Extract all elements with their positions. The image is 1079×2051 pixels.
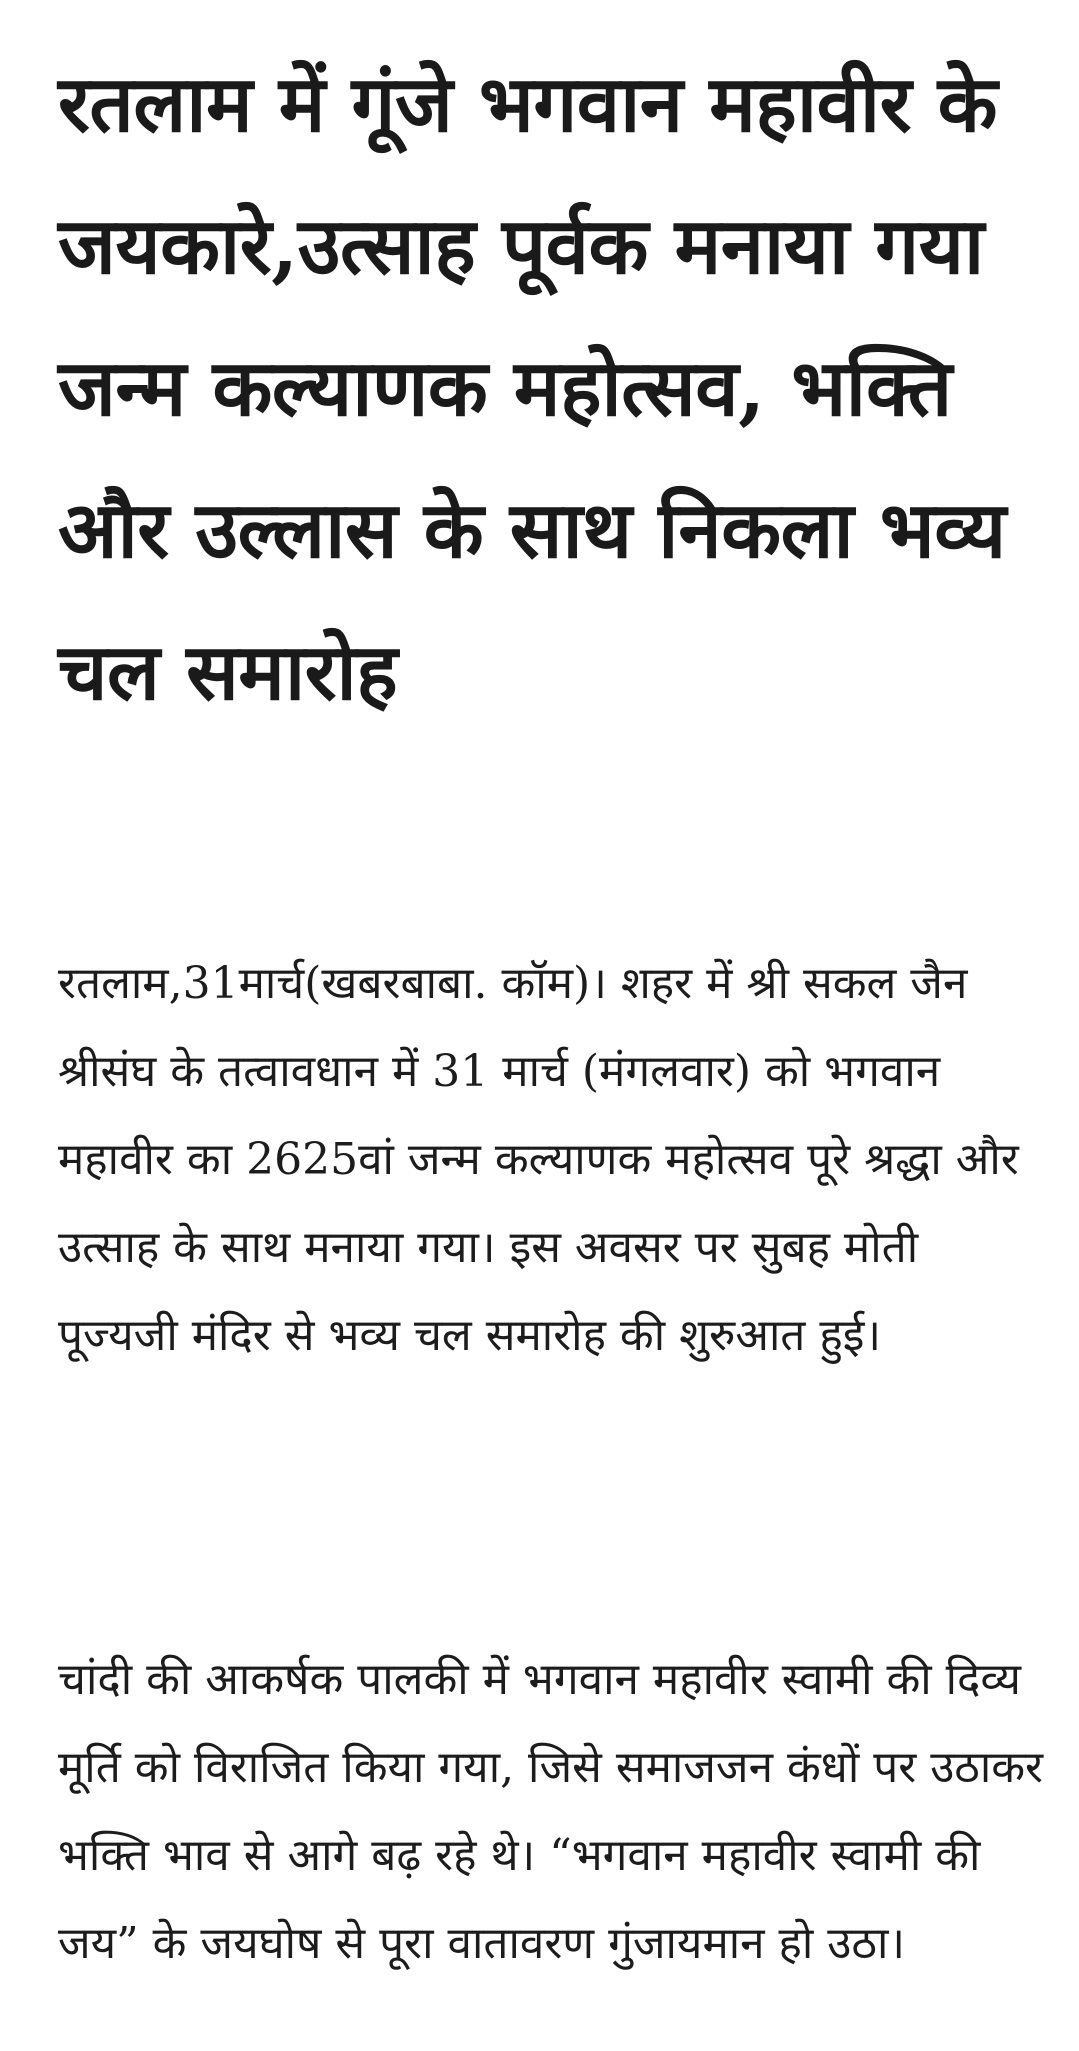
news-article bbox=[58, 34, 1048, 1969]
article-headline: रतलाम में गूंजे भगवान महावीर के जयकारे,उत्साह पूर्वक मनाया गया जन्म कल्याणक महोत्सव, भक्ति और उल्लास के साथ निकला भव्य चल समारोह bbox=[58, 59, 1006, 718]
article-paragraph-2: चांदी की आकर्षक पालकी में भगवान महावीर स्वामी की दिव्य मूर्ति को विराजित किया गया, जिसे समाजजन कंधों पर उठाकर भक्ति भाव से आगे बढ़ रहे थे। “भगवान महावीर स्वामी की जय” के जयघोष से पूरा वातावरण गुंजायमान हो उठा। bbox=[58, 1654, 1044, 1969]
article-paragraph-1: रतलाम,31मार्च(खबरबाबा. कॉम)। शहर में श्री सकल जैन श्रीसंघ के तत्वावधान में 31 मार्च (मंगलवार) को भगवान महावीर का 2625वां जन्म कल्याणक महोत्सव पूरे श्रद्धा और उत्साह के साथ मनाया गया। इस अवसर पर सुबह मोती पूज्यजी मंदिर से भव्य चल समारोह की शुरुआत हुई। bbox=[58, 958, 1019, 1361]
